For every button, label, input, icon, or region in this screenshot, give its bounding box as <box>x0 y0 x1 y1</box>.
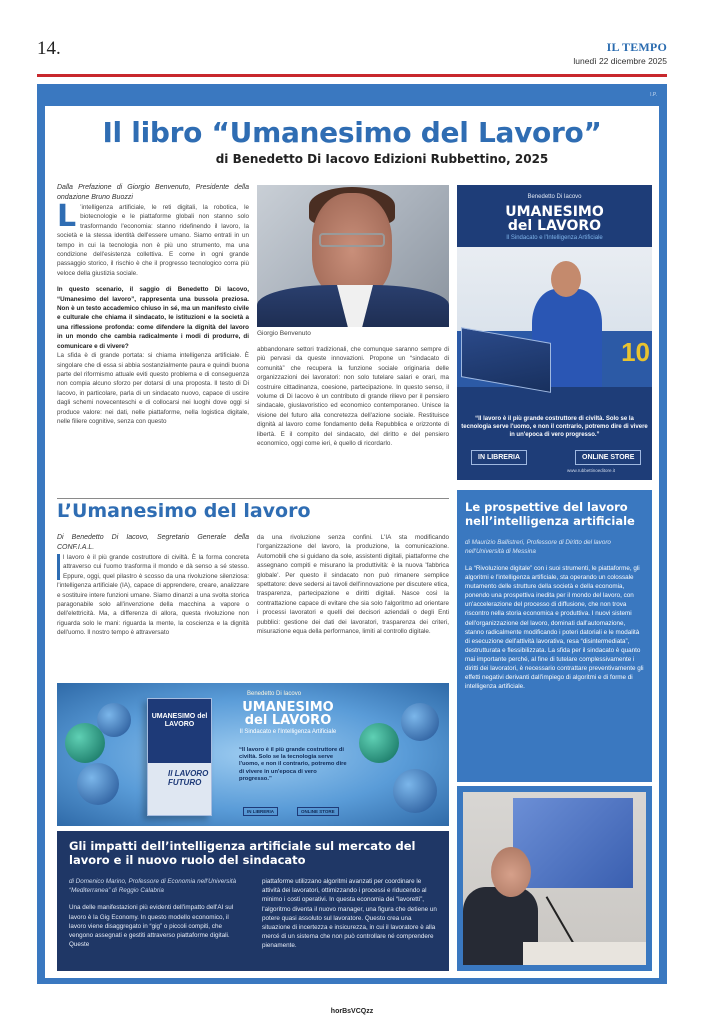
sidebar-article-title: Le prospettive del lavoro nell’intelligenza artificiale <box>465 500 635 528</box>
header-rule <box>37 74 667 77</box>
section2-paragraph-2: da una rivoluzione senza confini. L'IA sta modificando l'organizzazione del lavoro, la produzione, la comunicazione. Automobili che si guidano da sole, assistenti digitali, piattaforme che assegnano compiti e misurano la produttività: è la nuova 'fabbrica globale'. Per questo il sindacato non può rimanere semplice spettatore: deve sedersi ai tavoli dell'innovazione per discutere etica, trasparenza, partecipazione e diritti digitali. Nasce così la contrattazione capace di evitare che sia solo l'algoritmo ad orientare i processi lavoratori e quelli dei decisori aziendali o degli Enti pubblici: gestione dei dati dei lavoratori, trasparenza dei criteri, misurazione equa della performance, limiti al controllo digitale. <box>257 534 449 636</box>
article-frame <box>37 84 667 984</box>
book-cover-image: UMANESIMO del LAVORO Il LAVORO FUTURO <box>147 698 212 816</box>
section2-paragraph-1: l lavoro è il più grande costruttore di civiltà. È la forma concreta attraverso cui l'uomo trasforma il mondo e dà senso a sé stesso. Eppure, oggi, quel pilastro è scosso da una rivoluzione silenziosa: l'intelligenza artificiale (IA), capace di apprendere, creare, analizzare e sostituire intere funzioni umane. Siamo dinanzi a una svolta storica paragonabile solo all'invenzione della macchina a vapore o dell'elettricità. Ma, a differenza di allora, questa rivoluzione non riguarda solo le mani: riguarda la mente, la coscienza e la dignità dell'uomo. Il nostro tempo è attraversato <box>57 554 249 637</box>
ornament-icon <box>97 703 131 737</box>
banner-author: Benedetto Di Iacovo <box>247 691 302 697</box>
ad-book-title: UMANESIMO del LAVORO <box>505 204 604 234</box>
page-title: Il libro “Umanesimo del Lavoro” <box>102 116 602 149</box>
photo-speaker-at-podium <box>457 786 652 971</box>
ornament-icon <box>393 769 437 813</box>
anniversary-badge: 10 <box>621 337 650 367</box>
banner-book-title: UMANESIMO del LAVORO <box>242 700 334 728</box>
banner-in-libreria-button[interactable]: IN LIBRERIA <box>243 807 278 816</box>
masthead <box>573 40 667 66</box>
banner-online-store-button[interactable]: ONLINE STORE <box>297 807 339 816</box>
article-marino-byline: di Domenico Marino, Professore di Economia nell'Università “Mediterranea” di Reggio Calabria <box>69 878 237 895</box>
in-libreria-button[interactable]: IN LIBRERIA <box>471 450 527 465</box>
article-content <box>45 106 659 978</box>
preface-paragraph-3: La sfida è di grande portata: si chiama intelligenza artificiale. È singolare che di essa si abbia sostanzialmente paura e quindi buona parte del riformismo attuale eviti questo problema e di conseguenza non compia alcuno sforzo per dotarsi di una proposta. Il testo di Di Iacovo, in particolare, parla di un sindacato nuovo, capace di uscire dagli schemi novecenteschi e di collocarsi nei luoghi dove oggi si produce valore: nei dati, nelle piattaforme, nella logistica digitale, nelle filiere cognitive, senza con questo <box>57 352 249 425</box>
article-marino-column-2: piattaforme utilizzano algoritmi avanzati per coordinare le attività dei lavoratori, ottimizzando i processi e riducendo al minimo i costi operativi. In questa economia dei “lavoretti”, l'algoritmo diventa il nuovo manager, una figura che detiene un potere quasi assoluto sul lavoratore. Questo crea una situazione di incertezza e insicurezza, in cui il lavoratore è alla mercé di un sistema che non può controllare né comprendere pienamente. <box>262 878 437 950</box>
christmas-book-banner <box>57 683 449 826</box>
preface-intro: Dalla Prefazione di Giorgio Benvenuto, Presidente della ondazione Bruno Buozzi <box>57 184 249 201</box>
section-title-umanesimo: L’Umanesimo del lavoro <box>57 500 311 522</box>
online-store-button[interactable]: ONLINE STORE <box>575 450 641 465</box>
section2-column-1 <box>57 533 249 638</box>
banner-quote: “Il lavoro è il più grande costruttore di civiltà. Solo se la tecnologia serve l'uomo, e non il contrario, potremo dire di vivere in un'epoca di vero progresso.” <box>239 747 347 782</box>
article-marino-title: Gli impatti dell’intelligenza artificiale sul mercato del lavoro e il nuovo ruolo del sindacato <box>69 839 416 867</box>
preface-paragraph-4: abbandonare settori tradizionali, che comunque saranno sempre di più pervasi da queste innovazioni. Propone un “sindacato di comunità” che recupera la funzione sociale originaria delle organizzazioni dei lavoratori: non solo tutelare salari e orari, ma costruire cittadinanza, coesione, partecipazione. In questo senso, il volume di Di Iacovo è un contributo di grande rilievo per il pensiero sindacale, giuslavoristico ed economico contemporaneo. Unisce la visione del futuro alla concretezza dell'azione sociale. Restituisce dignità al lavoro come fondamento della Repubblica e orizzonte di libertà. E il compito del sindacato, del diritto e del pensiero economico, oggi come ieri, è quello di ricordarlo. <box>257 346 449 448</box>
sidebar-article-ballistreri <box>457 490 652 782</box>
ornament-icon <box>359 723 399 763</box>
newspaper-logo: IL TEMPO <box>606 40 667 54</box>
section-divider <box>57 498 449 499</box>
photo-caption: Giorgio Benvenuto <box>257 330 311 337</box>
page-subtitle: di Benedetto Di Iacovo Edizioni Rubbettino, 2025 <box>215 152 549 166</box>
article-marino-column-1: di Domenico Marino, Professore di Economia nell'Università “Mediterranea” di Reggio Calabria Una delle manifestazioni più evidenti dell'impatto dell'AI sul lavoro è la Gig Economy. In questo modello economico, il lavoro viene disaggregato in “gig” o piccoli compiti, che vengono assegnati e gestiti attraverso piattaforme digitali. Queste <box>69 877 244 951</box>
book-advertisement <box>457 185 652 480</box>
page-code: horBsVCQzz <box>330 1008 374 1015</box>
sidebar-article-byline: di Maurizio Ballistreri, Professore di Diritto del lavoro nell'Università di Messina <box>465 539 611 555</box>
preface-column-1 <box>57 183 249 426</box>
dropcap: L <box>57 199 77 234</box>
banner-subtitle: Il Sindacato e l'Intelligenza Artificiale <box>239 729 337 735</box>
frame-tag: I.P. <box>650 92 657 98</box>
ornament-icon <box>77 763 119 805</box>
sidebar-article-body: La “Rivoluzione digitale” con i suoi strumenti, le piattaforme, gli algoritmi e l'intelligenza artificiale, sta operando un colossale mutamento delle strutture della società e della economia, ponendo una prospettiva inedita per il mondo del lavoro, con un'accelerazione del processo di diffusione, che non trova riscontro nella storia economica e produttiva. I nuovi sistemi dell'organizzazione del lavoro, dominati dall'automazione, stanno radicalmente modificando i poteri datoriali e le modalità di esecuzione dell'attività lavorativa, resa “disintermediata”, destrutturata e flessibilizzata. La sfida per il sindacato è quanto mai importante perché, al fine di tutelare complessivamente i diritti dei lavoratori, è necessario contrattare preventivamente gli effetti negativi derivanti dall'impiego di algoritmi e di forme di intelligenza artificiale. <box>465 565 644 691</box>
publisher-url[interactable]: www.rubbettinoeditore.it <box>567 468 616 473</box>
photo-giorgio-benvenuto <box>257 185 449 327</box>
issue-date: lunedì 22 dicembre 2025 <box>573 56 667 66</box>
section2-column-2 <box>257 533 449 636</box>
ad-quote: “Il lavoro è il più grande costruttore di civiltà. Solo se la tecnologia serve l'uomo, e non il contrario, potremo dire di vivere in un'epoca di vero progresso.” <box>461 416 648 438</box>
ornament-icon <box>401 703 439 741</box>
page-number: 14. <box>37 38 61 59</box>
preface-column-2 <box>257 345 449 448</box>
ad-author: Benedetto Di Iacovo <box>527 194 582 200</box>
article-marino <box>57 831 449 971</box>
projection-screen <box>513 798 633 888</box>
preface-paragraph-2: In questo scenario, il saggio di Benedetto Di Iacovo, “Umanesimo del lavoro”, rappresenta una bussola preziosa. Non è un testo accademico chiuso in sé, ma un manifesto civile e culturale che chiama il sindacato, le istituzioni e la società a una riflessione profonda: come difendere la dignità del lavoro in un mondo che cambia radicalmente i modi di produrre, di comunicare e di vivere? <box>57 286 249 350</box>
section2-intro: Di Benedetto Di Iacovo, Segretario Generale della CONF.I.A.L. <box>57 534 249 551</box>
ad-book-subtitle: Il Sindacato e l'Intelligenza Artificiale <box>506 235 603 241</box>
dropcap-bar <box>57 554 60 580</box>
preface-paragraph-1: L ’intelligenza artificiale, le reti digitali, la robotica, le biotecnologie e le piattaforme globali non stanno solo trasformando l'economia: stanno ridefinendo il lavoro, la società e la stessa identità dell'essere umano. Siamo entrati in un tempo in cui la tecnologia non è più uno strumento, ma una condizione dell'esistenza collettiva. E come in ogni grande passaggio storico, il rischio è che il progresso tecnologico corra più veloce della giustizia sociale. <box>57 199 249 277</box>
